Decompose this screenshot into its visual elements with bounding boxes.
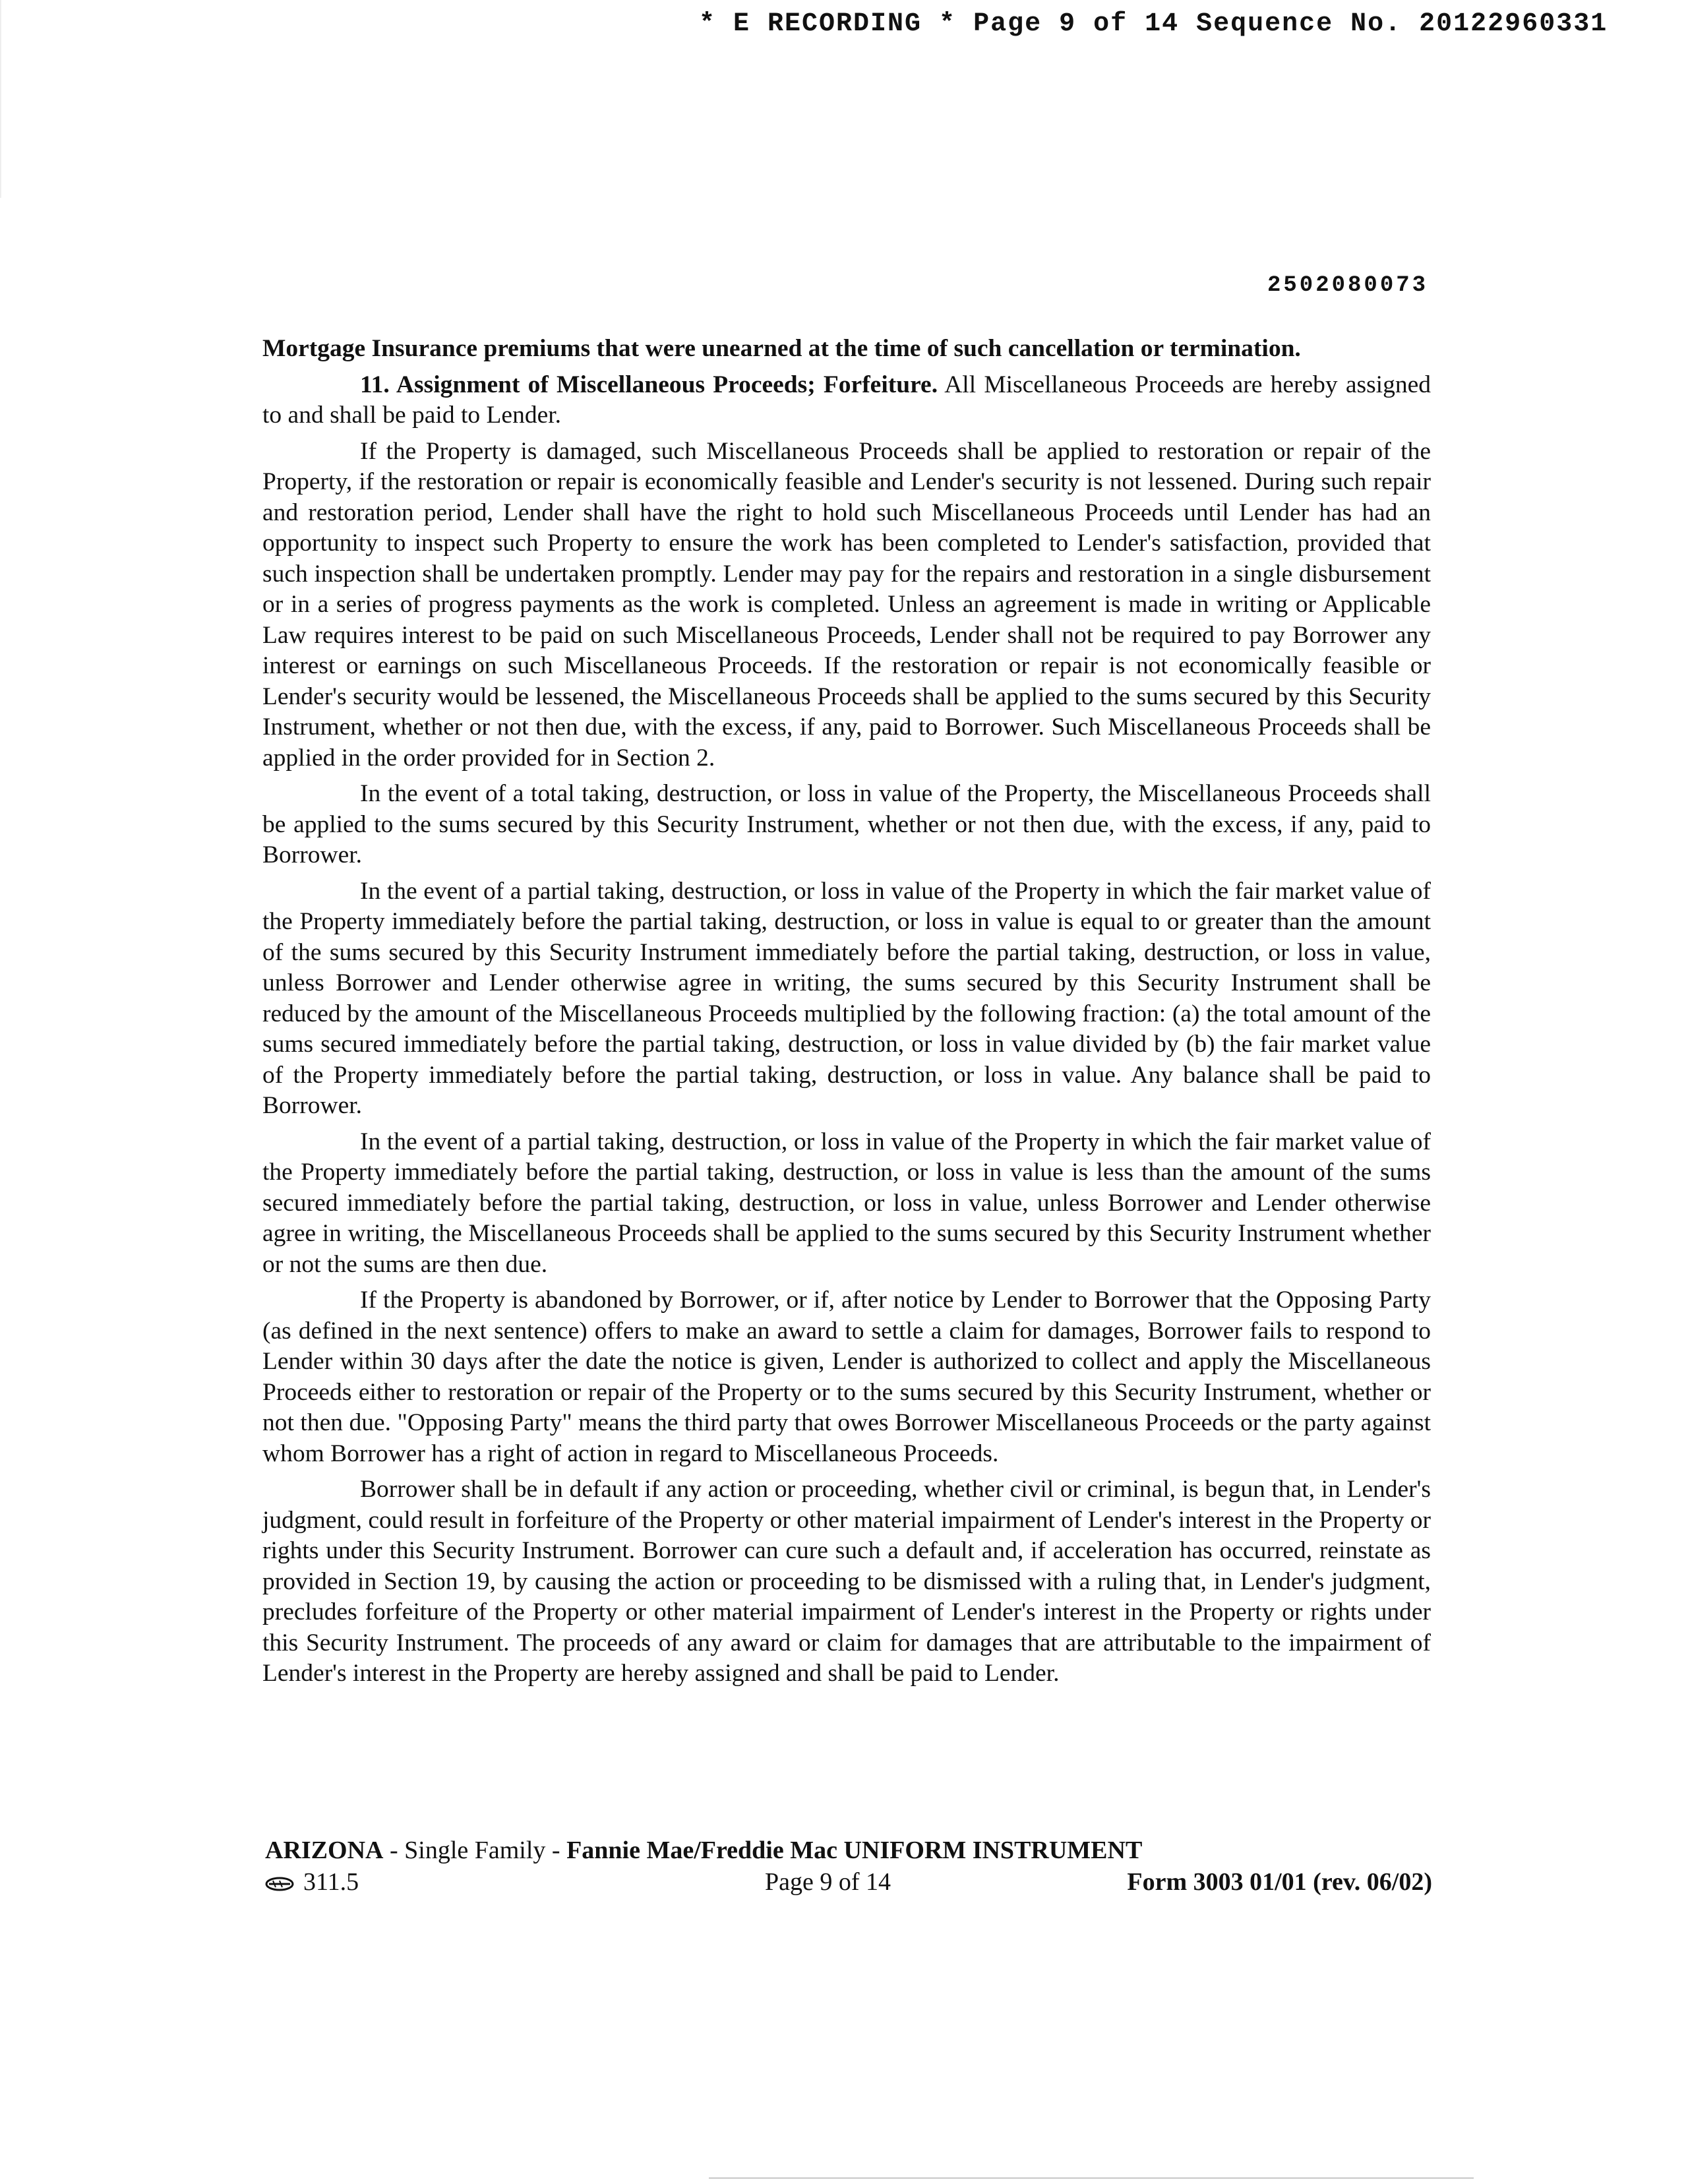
paragraph: Borrower shall be in default if any action or proceeding, whether civil or criminal, is begun that, in Lender's judgment, could result in forfeiture of the Property or other material impairment of Lender's interest in the Property or rights under this Security Instrument. Borrower can cure such a default and, if acceleration has occurred, reinstate as provided in Section 19, by causing the action or proceeding to be dismissed with a ruling that, in Lender's judgment, precludes forfeiture of the Property or other material impairment of Lender's interest in the Property or rights under this Security Instrument. The proceeds of any award or claim for damages that are attributable to the impairment of Lender's interest in the Property are hereby assigned and shall be paid to Lender. <box>262 1476 1431 1687</box>
paragraph: In the event of a partial taking, destruction, or loss in value of the Property in which the fair market value of the Property immediately before the partial taking, destruction, or loss in value is less than the amount of the sums secured immediately before the partial taking, destruction, or loss in value, unless Borrower and Lender otherwise agree in writing, the Miscellaneous Proceeds shall be applied to the sums secured by this Security Instrument whether or not the sums are then due. <box>262 1128 1431 1278</box>
loan-number: 2502080073 <box>1267 273 1429 298</box>
footer-form-title <box>265 1835 1432 1866</box>
document-body <box>262 334 1431 1695</box>
footer-family: Single Family <box>404 1836 546 1864</box>
paragraph: In the event of a partial taking, destruction, or loss in value of the Property in which the fair market value of the Property immediately before the partial taking, destruction, or loss in value is equal to or greater than the amount of the sums secured by this Security Instrument immediately before the partial taking, destruction, or loss in value, unless Borrower and Lender otherwise agree in writing, the sums secured by this Security Instrument shall be reduced by the amount of the Miscellaneous Proceeds multiplied by the following fraction: (a) the total amount of the sums secured immediately before the partial taking, destruction, or loss in value divided by (b) the fair market value of the Property immediately before the partial taking, destruction, or loss in value. Any balance shall be paid to Borrower. <box>262 877 1431 1119</box>
paragraph: In the event of a total taking, destruction, or loss in value of the Property, the Miscellaneous Proceeds shall be applied to the sums secured by this Security Instrument, whether or not then due, with the excess, if any, paid to Borrower. <box>262 780 1431 868</box>
section-11-intro <box>262 370 1431 431</box>
footer-instrument: Fannie Mae/Freddie Mac UNIFORM INSTRUMENT <box>566 1836 1143 1864</box>
footer-code-text: 311.5 <box>303 1868 359 1896</box>
footer-page-number: Page 9 of 14 <box>765 1868 891 1896</box>
footer-separator: - <box>545 1836 567 1864</box>
scan-edge-mark <box>0 0 1 198</box>
vmp-logo-icon <box>265 1877 294 1891</box>
recording-stamp: * E RECORDING * Page 9 of 14 Sequence No. 20122960331 <box>699 9 1608 39</box>
footer-separator: - <box>383 1836 405 1864</box>
section-title: 11. Assignment of Miscellaneous Proceeds; Forfeiture. <box>360 371 938 398</box>
section-intro-text: All Miscellaneous Proceeds are hereby assigned to and shall be paid to Lender. <box>262 371 1431 429</box>
paragraph: If the Property is abandoned by Borrower, or if, after notice by Lender to Borrower that the Opposing Party (as defined in the next sentence) offers to make an award to settle a claim for damages, Borrower fails to respond to Lender within 30 days after the date the notice is given, Lender is authorized to collect and apply the Miscellaneous Proceeds either to restoration or repair of the Property or to the sums secured by this Security Instrument, whether or not then due. "Opposing Party" means the third party that owes Borrower Miscellaneous Proceeds or the party against whom Borrower has a right of action in regard to Miscellaneous Proceeds. <box>262 1287 1431 1467</box>
form-footer <box>265 1835 1432 1899</box>
paragraph: If the Property is damaged, such Miscellaneous Proceeds shall be applied to restoration or repair of the Property, if the restoration or repair is economically feasible and Lender's security is not lessened. During such repair and restoration period, Lender shall have the right to hold such Miscellaneous Proceeds until Lender has had an opportunity to inspect such Property to ensure the work has been completed to Lender's satisfaction, provided that such inspection shall be undertaken promptly. Lender may pay for the repairs and restoration in a single disbursement or in a series of progress payments as the work is completed. Unless an agreement is made in writing or Applicable Law requires interest to be paid on such Miscellaneous Proceeds, Lender shall not be required to pay Borrower any interest or earnings on such Miscellaneous Proceeds. If the restoration or repair is not economically feasible or Lender's security would be lessened, the Miscellaneous Proceeds shall be applied to the sums secured by this Security Instrument, whether or not then due, with the excess, if any, paid to Borrower. Such Miscellaneous Proceeds shall be applied in the order provided for in Section 2. <box>262 437 1431 772</box>
lead-line: Mortgage Insurance premiums that were unearned at the time of such cancellation or termination. <box>262 335 1301 362</box>
footer-form-number: Form 3003 01/01 (rev. 06/02) <box>1127 1868 1432 1896</box>
footer-state: ARIZONA <box>265 1836 384 1864</box>
footer-form-code <box>265 1866 359 1898</box>
scan-edge-mark <box>709 2177 1474 2179</box>
